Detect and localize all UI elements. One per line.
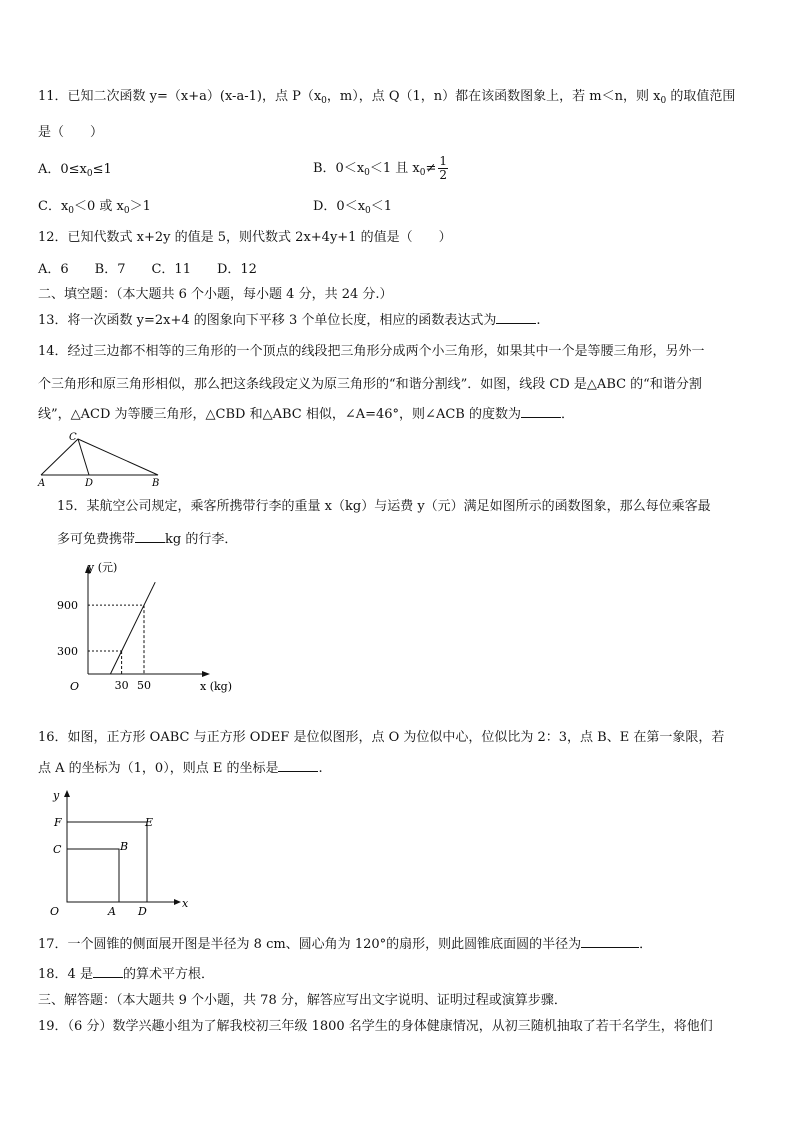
q11-option-b: B．$0<x_0<1$ 且 $x_0\ne$ $\frac{1}{2}$: [313, 154, 448, 182]
label-a: A: [108, 905, 116, 918]
q11-line2: 是（ ）: [38, 125, 104, 140]
y-axis-label: y (元): [88, 561, 118, 574]
answer-blank: [581, 947, 639, 948]
q11-option-c: C．$x_0<0$ 或 $x_0>1$: [38, 199, 151, 216]
x-axis-label: x (kg): [200, 680, 232, 693]
label-e: E: [145, 816, 154, 829]
label-y: y: [53, 789, 60, 802]
q15-fare-chart: [52, 558, 242, 698]
label-d: D: [85, 478, 94, 488]
square-odef: [67, 822, 147, 902]
fare-line: [110, 582, 155, 674]
q11-line1: 11．已知二次函数 y=（x+a）(x-a-1)，点 $P(x_0$，m），点 Q（1，n）都在该函数图象上，若 m＜n，则 $x_0$ 的取值范围: [38, 89, 736, 106]
triangle-abc: [41, 439, 158, 475]
q14-line1: 14．经过三边都不相等的三角形的一个顶点的线段把三角形分成两个小三角形，如果其中一个是等腰三角形，另外一: [38, 344, 705, 359]
label-b: B: [152, 478, 160, 488]
answer-blank: [278, 771, 318, 772]
q16-line2: 点 A 的坐标为（1，0），则点 E 的坐标是 .: [38, 761, 323, 776]
q11-option-a: A．$0\le x_0\le 1$: [38, 162, 112, 179]
q18-stem: 18．4 是 的算术平方根．: [38, 967, 214, 982]
q15-line1: 15．某航空公司规定，乘客所携带行李的重量 x（kg）与运费 y（元）满足如图所示的函数图象，那么每位乘客最: [57, 499, 711, 514]
q13-stem: 13．将一次函数 y=2x+4 的图象向下平移 3 个单位长度，相应的函数表达式为 .: [38, 313, 541, 328]
q14-line2: 个三角形和原三角形相似，那么把这条线段定义为原三角形的“和谐分割线”．如图，线段 CD 是△ABC 的“和谐分割: [38, 377, 702, 392]
q19-stem: 19．（6 分）数学兴趣小组为了解我校初三年级 1800 名学生的身体健康情况，从初三随机抽取了若干名学生，将他们: [38, 1019, 713, 1034]
section-3-heading: 三、解答题：（本大题共 9 个小题，共 78 分，解答应写出文字说明、证明过程或演算步骤．: [38, 993, 567, 1008]
x-axis-arrow-icon: [174, 899, 181, 905]
fraction-one-half: $\frac{1}{2}$: [439, 154, 448, 182]
q15-line2: 多可免费携带 kg 的行李．: [57, 532, 238, 547]
label-o: O: [50, 905, 60, 918]
label-d: D: [138, 905, 147, 918]
segment-cd: [78, 439, 89, 475]
q16-line1: 16．如图，正方形 OABC 与正方形 ODEF 是位似图形，点 O 为位似中心，位似比为 2：3，点 B、E 在第一象限，若: [38, 730, 725, 745]
answer-blank: [135, 542, 165, 543]
x-tick-label: 30: [114, 679, 129, 692]
q17-stem: 17．一个圆锥的侧面展开图是半径为 8 cm、圆心角为 120°的扇形，则此圆锥底面圆的半径为 ．: [38, 937, 653, 952]
q12-options: A．6 B．7 C．11 D．12: [38, 262, 257, 277]
x-axis-arrow-icon: [202, 671, 210, 677]
y-tick-label: 900: [57, 599, 78, 613]
y-axis-arrow-icon: [64, 790, 70, 797]
q16-squares-figure: [36, 784, 196, 920]
origin-label: O: [70, 680, 80, 693]
label-b: B: [120, 840, 129, 853]
label-a: A: [38, 478, 46, 488]
section-2-heading: 二、填空题：（本大题共 6 个小题，每小题 4 分，共 24 分.）: [38, 287, 393, 302]
answer-blank: [93, 977, 123, 978]
y-tick-label: 300: [57, 645, 78, 659]
label-c: C: [69, 432, 77, 443]
label-x: x: [182, 897, 189, 910]
answer-blank: [496, 323, 536, 324]
q14-line3: 线”，△ACD 为等腰三角形，△CBD 和△ABC 相似，∠A=46°，则∠ACB 的度数为 ．: [38, 407, 574, 422]
q14-triangle-figure: [36, 428, 166, 488]
q12-stem: 12．已知代数式 x+2y 的值是 5，则代数式 2x+4y+1 的值是（ ）: [38, 230, 452, 245]
answer-blank: [521, 417, 561, 418]
x-tick-label: 50: [137, 679, 151, 692]
label-c: C: [53, 843, 62, 856]
q11-option-d: D．$0<x_0<1$: [313, 199, 393, 216]
square-oabc: [67, 849, 119, 902]
label-f: F: [54, 816, 62, 829]
